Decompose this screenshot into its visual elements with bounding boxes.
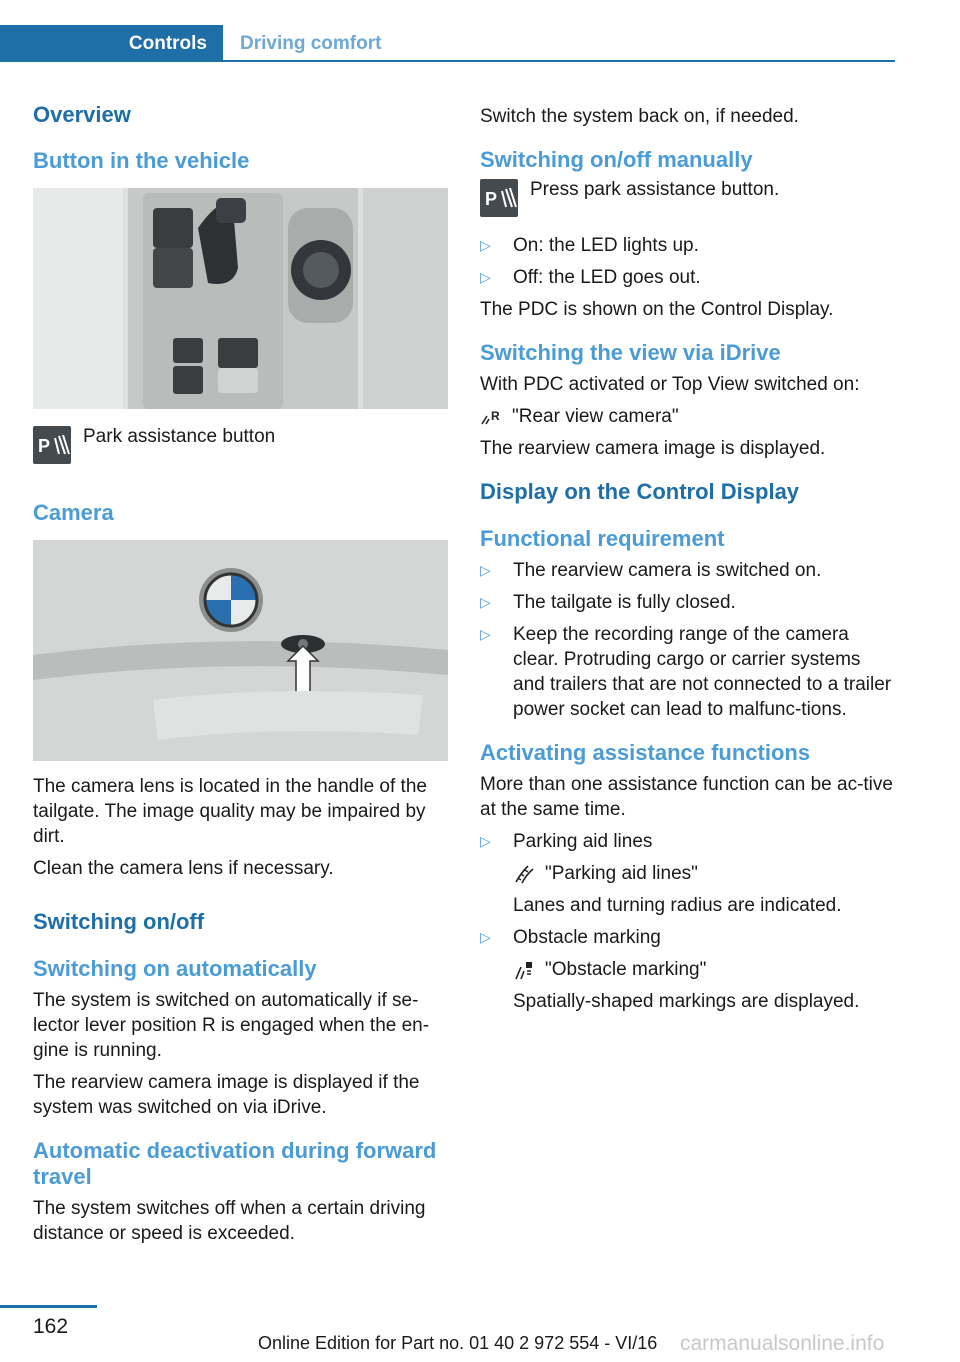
list-item: ▷ Off: the LED goes out. <box>480 267 701 288</box>
list-item: ▷ Keep the recording range of the camera clear. Protruding cargo or carrier systems and trailers that are not connected to a trailer power socket can lead to malfunc‐tions. <box>480 624 892 720</box>
center-console-photo <box>33 188 448 409</box>
triangle-bullet-icon: ▷ <box>480 269 491 285</box>
switching-manually-heading: Switching on/off manually <box>480 147 753 172</box>
obstacle-marking-menu-text: "Obstacle marking" <box>545 959 707 980</box>
switching-on-automatically-heading: Switching on automatically <box>33 956 317 981</box>
pdc-shown-text: The PDC is shown on the Control Display. <box>480 299 834 320</box>
automatic-deactivation-heading: Automatic deactivation during forward travel <box>33 1138 437 1189</box>
camera-paragraph-2: Clean the camera lens if necessary. <box>33 858 334 879</box>
overview-heading: Overview <box>33 102 131 127</box>
page-number: 162 <box>33 1315 69 1338</box>
switching-view-idrive-heading: Switching the view via iDrive <box>480 340 781 365</box>
auto-on-paragraph-1: The system is switched on automatically if se‐lector lever position R is engaged when the en‐gine is running. <box>33 990 430 1061</box>
triangle-bullet-icon: ▷ <box>480 237 491 253</box>
triangle-bullet-icon: ▷ <box>480 833 491 849</box>
activating-paragraph: More than one assistance function can be ac‐tive at the same time. <box>480 774 893 820</box>
auto-off-paragraph: The system switches off when a certain driving distance or speed is exceeded. <box>33 1198 426 1244</box>
obstacle-marking-title: Obstacle marking <box>513 927 661 948</box>
rear-view-camera-icon <box>480 406 502 428</box>
parking-aid-lines-description: Lanes and turning radius are indicated. <box>513 895 842 916</box>
switch-back-on-text: Switch the system back on, if needed. <box>480 106 799 127</box>
assistance-functions-list <box>480 829 895 1014</box>
obstacle-marking-icon <box>513 959 535 981</box>
chapter-header <box>0 25 895 62</box>
tab-driving-comfort[interactable]: Driving comfort <box>240 32 382 54</box>
idrive-paragraph-1: With PDC activated or Top View switched on: <box>480 374 860 395</box>
functional-requirement-list <box>480 558 895 722</box>
list-item: ▷ The tailgate is fully closed. <box>480 592 736 613</box>
obstacle-marking-menu-line <box>513 957 895 982</box>
list-item <box>480 829 895 918</box>
park-assistance-button-icon <box>480 179 518 217</box>
camera-heading: Camera <box>33 500 114 525</box>
tab-controls[interactable]: Controls <box>0 25 223 62</box>
obstacle-marking-description: Spatially-shaped markings are displayed. <box>513 991 860 1012</box>
left-column <box>33 100 448 1253</box>
list-item <box>480 925 895 1014</box>
watermark: carmanualsonline.info <box>680 1332 885 1355</box>
rear-view-camera-menu-text: "Rear view camera" <box>512 406 679 427</box>
manual-switch-list <box>480 233 895 290</box>
tailgate-camera-illustration <box>33 540 448 761</box>
button-in-vehicle-heading: Button in the vehicle <box>33 148 250 173</box>
triangle-bullet-icon: ▷ <box>480 626 491 642</box>
display-control-display-heading: Display on the Control Display <box>480 479 800 504</box>
park-assistance-caption: Park assistance button <box>83 426 276 447</box>
press-button-text: Press park assistance button. <box>530 179 780 200</box>
camera-paragraph-1: The camera lens is located in the handle of the tailgate. The image quality may be impaired by dirt. <box>33 776 427 847</box>
list-item: ▷ The rearview camera is switched on. <box>480 560 822 581</box>
svg-text:P: P <box>485 189 498 209</box>
tailgate-camera-photo <box>33 540 448 761</box>
right-column <box>480 100 895 1021</box>
parking-aid-lines-menu-text: "Parking aid lines" <box>545 863 698 884</box>
footer-rule <box>0 1305 97 1308</box>
parking-aid-lines-title: Parking aid lines <box>513 831 653 852</box>
triangle-bullet-icon: ▷ <box>480 594 491 610</box>
triangle-bullet-icon: ▷ <box>480 562 491 578</box>
press-button-row <box>480 179 895 217</box>
switching-on-off-heading: Switching on/off <box>33 909 205 934</box>
functional-requirement-heading: Functional requirement <box>480 526 725 551</box>
triangle-bullet-icon: ▷ <box>480 929 491 945</box>
parking-aid-lines-icon <box>513 863 535 885</box>
park-assistance-icon <box>33 426 71 464</box>
svg-text:P: P <box>38 436 51 456</box>
center-console-illustration <box>33 188 448 409</box>
idrive-paragraph-2: The rearview camera image is displayed. <box>480 438 826 459</box>
parking-aid-lines-menu-line <box>513 861 895 886</box>
list-item: ▷ On: the LED lights up. <box>480 235 699 256</box>
svg-text:R: R <box>491 408 500 423</box>
edition-text: Online Edition for Part no. 01 40 2 972 554 - VI/16 <box>258 1333 658 1353</box>
activating-assistance-heading: Activating assistance functions <box>480 740 811 765</box>
rear-view-camera-menu-line <box>480 404 895 429</box>
auto-on-paragraph-2: The rearview camera image is displayed if the system was switched on via iDrive. <box>33 1072 420 1118</box>
park-assist-caption-row <box>33 426 448 464</box>
